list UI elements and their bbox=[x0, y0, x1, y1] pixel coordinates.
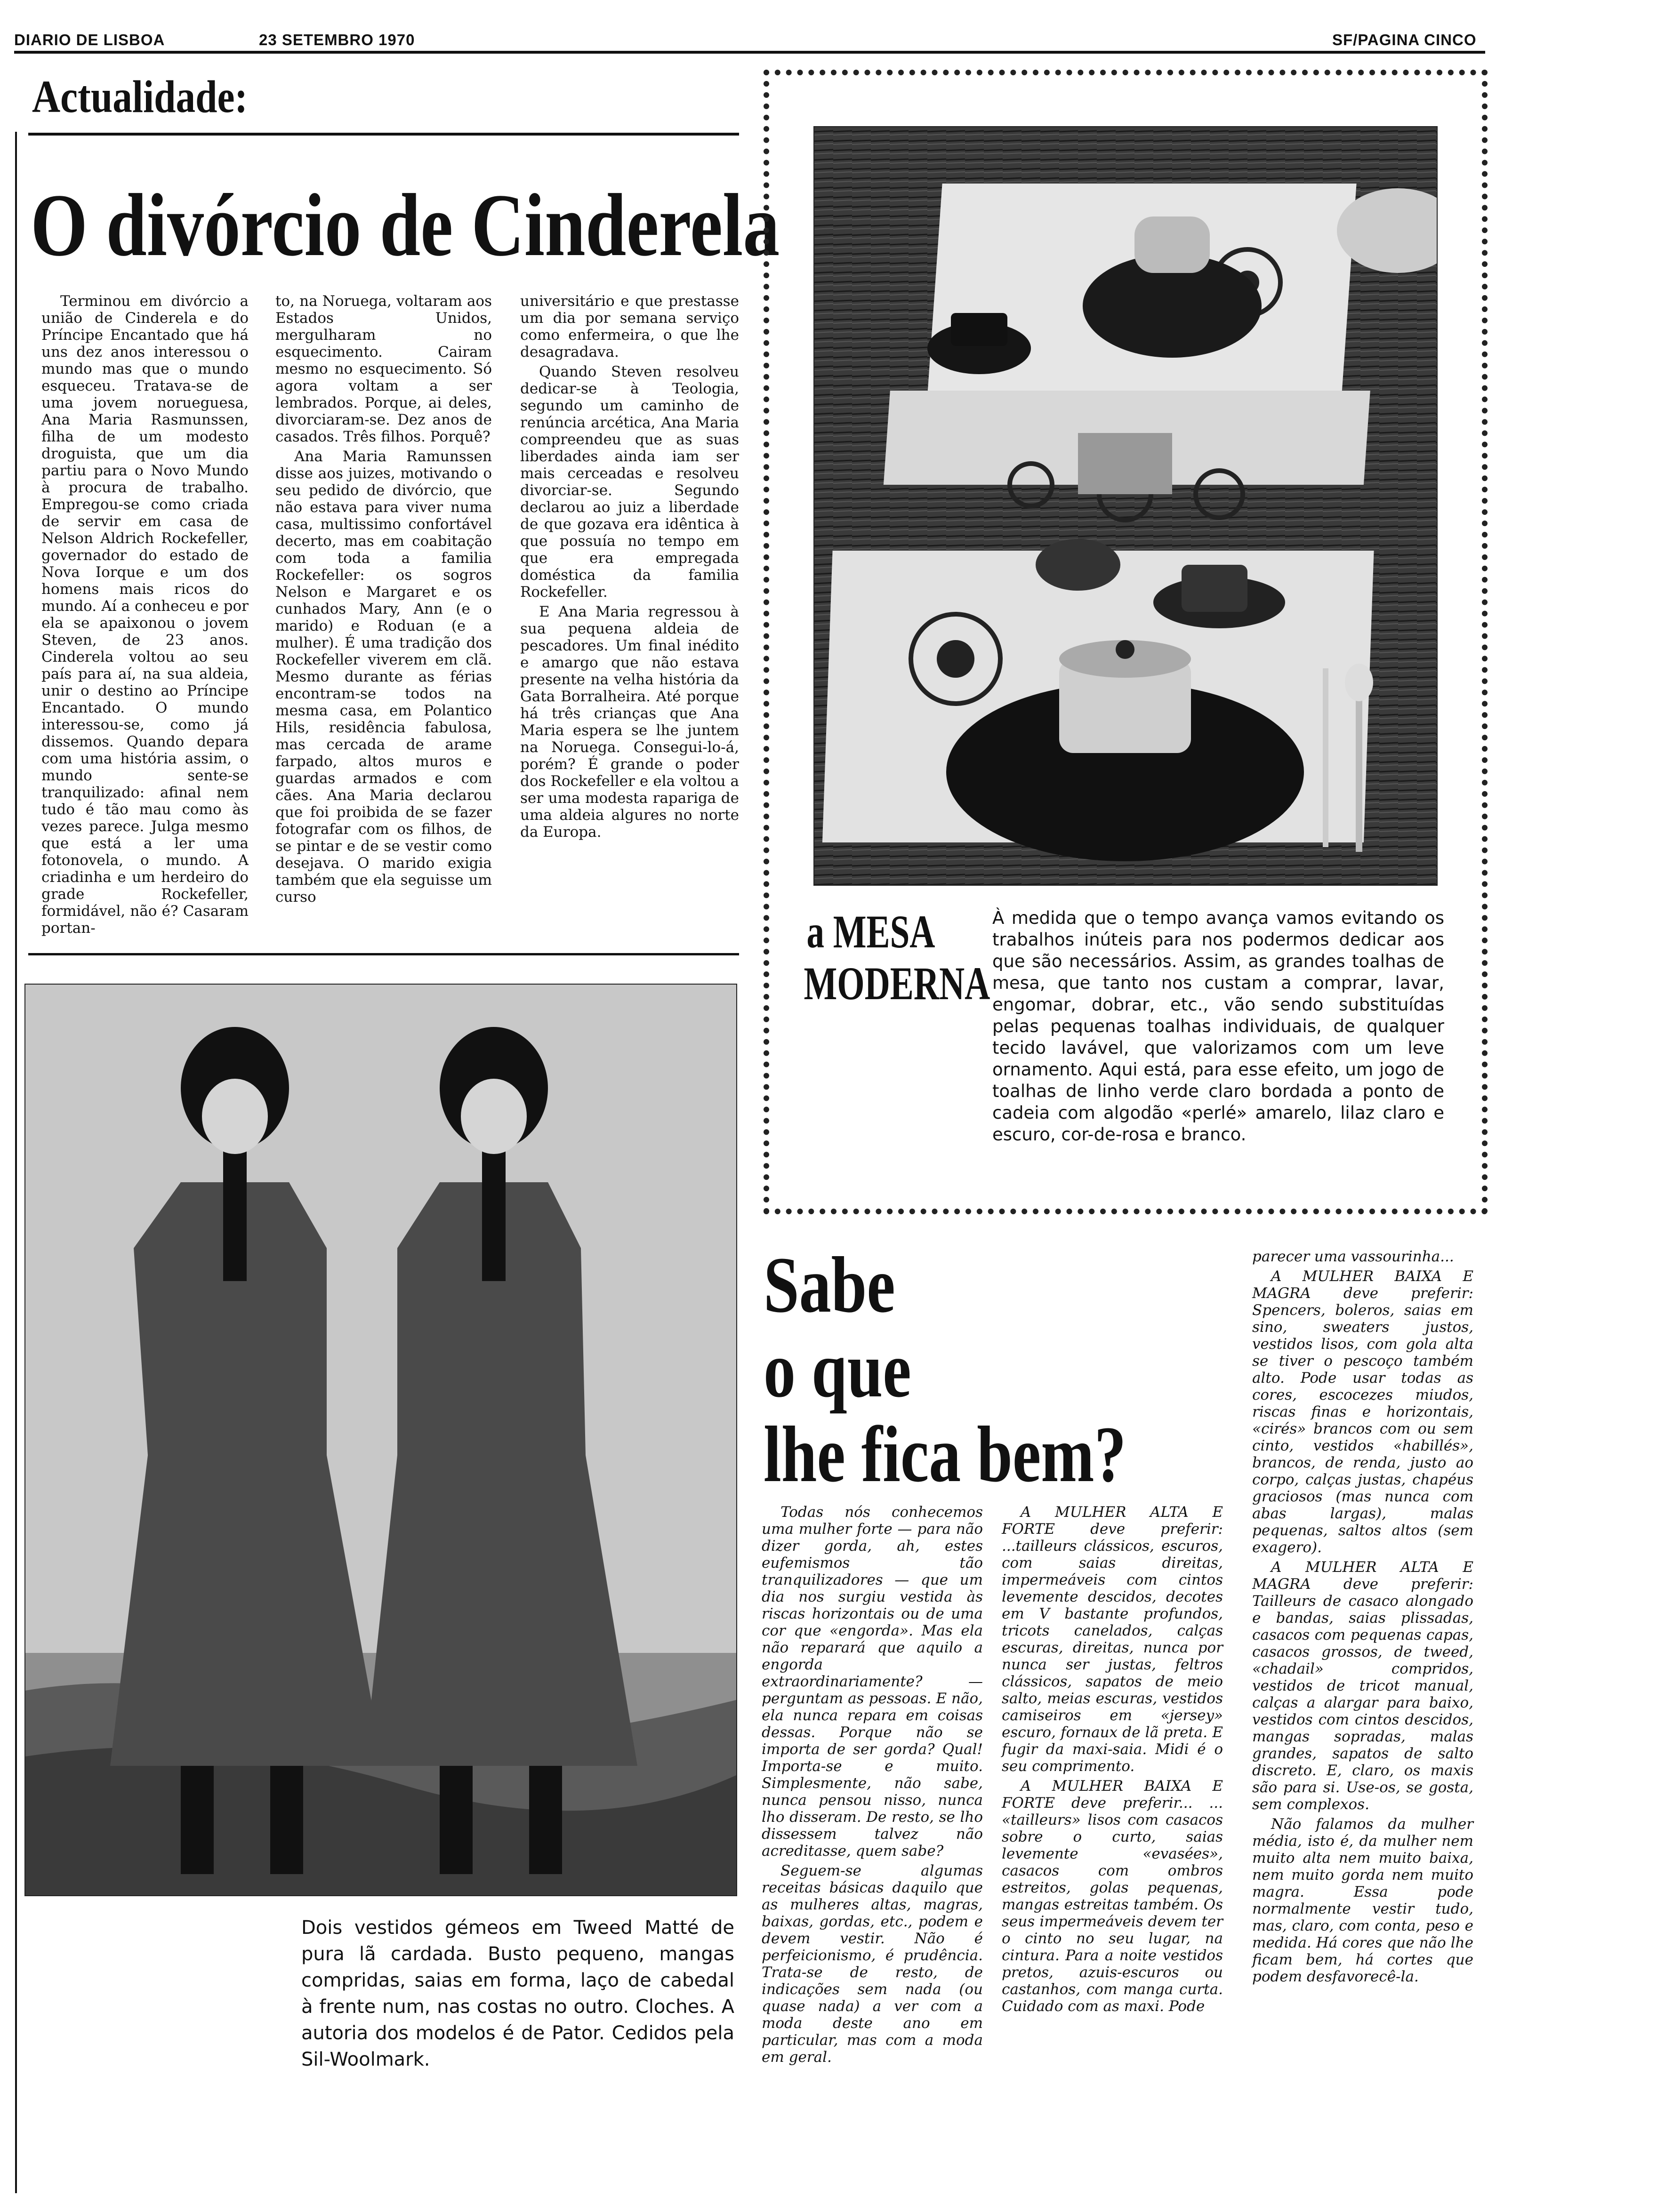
left-column-border bbox=[15, 132, 17, 2193]
article-paragraph: Ana Maria Ramunssen disse aos juizes, motivando o seu pedido de divórcio, que não estava para viver numa casa, multissimo confortável decerto, mas em coabitação com toda a familia Rockefeller: os sogros Nelson e Margaret e os cunhados Mary, Ann (e o marido) e Roduan (e a mulher). É uma tradição dos Rockefeller viverem em clã. Mesmo durante as férias encontram-se todos na mesma casa, em Polantico Hils, residência fabulosa, mas cercada de arame farpado, altos muros e guardas armados e com cães. Ana Maria declarou que foi proibida de se fazer fotografar com os filhos, de se pintar e de se vestir como desejava. O marido exigia também que ela seguisse um curso bbox=[275, 448, 492, 906]
mesa-title-line-2: MODERNA bbox=[804, 957, 990, 1010]
sabe-paragraph: A MULHER BAIXA E MAGRA deve preferir: Spencers, boleros, saias em sino, sweaters justos, vestidos lisos, com gola alta se tiver o pescoço também alto. Pode usar todas as cores, escocezes miudos, riscas finas e horizontais, «cirés» brancos com ou sem cinto, vestidos «habillés», brancos, de renda, justo ao corpo, calças justas, chapéus graciosos (mas nunca com abas largas), malas pequenas, saltos altos (sem exagero). bbox=[1252, 1268, 1473, 1556]
sabe-headline-line-2: o que bbox=[764, 1325, 911, 1414]
twin-dresses-illustration bbox=[25, 985, 736, 1895]
kicker-rule bbox=[28, 133, 739, 136]
mesa-description: À medida que o tempo avança vamos evitando os trabalhos inúteis para nos podermos dedicar aos que são necessários. Assim, as grandes toalhas de mesa, que tanto nos custam a comprar, lavar, engomar, dobrar, etc., vão sendo substituídas pelas pequenas toalhas individuais, de qualquer tecido lavável, que valorizamos com um leve ornamento. Aqui está, para esse efeito, um jogo de toalhas de linho verde claro bordada a ponto de cadeia com algodão «perlé» amarelo, lilaz claro e escuro, cor-de-rosa e branco. bbox=[992, 908, 1444, 1145]
sabe-paragraph: parecer uma vassourinha... bbox=[1252, 1248, 1454, 1265]
masthead-date: 23 SETEMBRO 1970 bbox=[259, 31, 415, 48]
article-column-3 bbox=[520, 293, 739, 843]
article-paragraph: to, na Noruega, voltaram aos Estados Unidos, mergulharam no esquecimento. Cairam mesmo no esquecimento. Só agora voltam a ser lembrados. Porque, ai deles, divorciaram-se. Dez anos de casados. Três filhos. Porquê? bbox=[275, 293, 492, 445]
fashion-caption: Dois vestidos gémeos em Tweed Matté de pura lã cardada. Busto pequeno, mangas compridas, saias em forma, laço de cabedal à frente num, nas costas no outro. Cloches. A autoria dos modelos é de Pator. Cedidos pela Sil-Woolmark. bbox=[301, 1917, 734, 2070]
sabe-headline-line-3: lhe fica bem? bbox=[764, 1410, 1126, 1499]
twin-dresses-photo bbox=[24, 984, 737, 1896]
sabe-paragraph: Seguem-se algumas receitas básicas daquilo que as mulheres altas, magras, baixas, gordas, etc., podem e devem vestir. Não é perfeicionismo, é prudência. Trata-se de resto, de indicações sem nada (ou quase nada) a ver com a moda deste ano em particular, mas com a moda em geral. bbox=[762, 1862, 983, 2066]
table-setting-illustration bbox=[814, 127, 1437, 885]
sabe-paragraph: Não falamos da mulher média, isto é, da mulher nem muito alta nem muito baixa, nem muito gorda nem muito magra. Essa pode normalmente vestir tudo, mas, claro, com conta, peso e medida. Há cores que não lhe ficam bem, há cortes que podem desfavorecê-la. bbox=[1252, 1816, 1473, 1985]
sabe-paragraph: A MULHER BAIXA E FORTE deve preferir... ... «tailleurs» lisos com casacos sobre o curto, saias levemente «evasées», casacos com ombros estreitos, golas pequenas, mangas estreitas também. Os seus impermeáveis devem ter o cinto no seu lugar, na cintura. Para a noite vestidos pretos, azuis-escuros ou castanhos, com manga curta. Cuidado com as maxi. Pode bbox=[1002, 1778, 1223, 2015]
article-paragraph: Quando Steven resolveu dedicar-se à Teologia, segundo um caminho de renúncia arcética, Ana Maria compreendeu que as suas liberdades ainda iam ser mais cerceadas e resolveu divorciar-se. Segundo declarou ao juiz a liberdade de que gozava era idêntica à que possuía no tempo em que era empregada doméstica da familia Rockefeller. bbox=[520, 363, 739, 601]
sabe-column-3 bbox=[1252, 1248, 1473, 1988]
masthead-paper-name: DIARIO DE LISBOA bbox=[14, 31, 165, 48]
article-column-2 bbox=[275, 293, 492, 908]
table-setting-photo bbox=[813, 126, 1438, 886]
article-kicker: Actualidade: bbox=[32, 72, 248, 122]
sabe-paragraph: A MULHER ALTA E FORTE deve preferir: ...tailleurs clássicos, escuros, com saias direitas, impermeáveis com cintos levemente descidos, decotes em V bastante profundos, tricots canelados, calças escuras, direitas, nunca por nunca ser justas, feltros clássicos, sapatos de meio salto, meias escuras, vestidos camiseiros em «jersey» escuro, fornaux de lã preta. E fugir da maxi-saia. Midi é o seu comprimento. bbox=[1002, 1504, 1223, 1775]
masthead-page: SF/PAGINA CINCO bbox=[1332, 31, 1477, 48]
article-paragraph: E Ana Maria regressou à sua pequena aldeia de pescadores. Um final inédito e amargo que não estava presente na velha história da Gata Borralheira. Até porque há três crianças que Ana Maria espera se lhe juntem na Noruega. Consegui-lo-á, porém? É grande o poder dos Rockefeller e ela voltou a ser uma modesta rapariga de uma aldeia algures no norte da Europa. bbox=[520, 603, 739, 841]
article-headline: O divórcio de Cinderela bbox=[31, 176, 780, 275]
sabe-column-1 bbox=[762, 1504, 983, 2068]
sabe-column-2 bbox=[1002, 1504, 1223, 2018]
article-bottom-rule bbox=[28, 953, 739, 955]
article-paragraph: universitário e que prestasse um dia por semana serviço como enfermeira, o que lhe desagradava. bbox=[520, 293, 739, 361]
sabe-paragraph: Todas nós conhecemos uma mulher forte — para não dizer gorda, ah, estes eufemismos tão tranquilizadores — que um dia nos surgiu vestida às riscas horizontais ou de uma cor que «engorda». Mas ela não reparará que aquilo a engorda extraordinariamente? — perguntam as pessoas. E não, ela nunca repara em coisas dessas. Porque não se importa de ser gorda? Qual! Importa-se e muito. Simplesmente, não sabe, nunca pensou nisso, nunca lho disseram. De resto, se lho dissessem talvez não acreditasse, quem sabe? bbox=[762, 1504, 983, 1859]
masthead-rule bbox=[14, 51, 1485, 54]
mesa-title bbox=[804, 906, 990, 1010]
sabe-headline-line-1: Sabe bbox=[764, 1241, 895, 1329]
article-paragraph: Terminou em divórcio a união de Cinderela e do Príncipe Encantado que há uns dez anos interessou o mundo mas que o mundo esqueceu. Tratava-se de uma jovem norueguesa, Ana Maria Rasmunssen, filha de um modesto droguista, que um dia partiu para o Novo Mundo à procura de trabalho. Empregou-se como criada de servir em casa de Nelson Aldrich Rockefeller, governador do estado de Nova Iorque e um dos homens mais ricos do mundo. Aí a conheceu e por ela se apaixonou o jovem Steven, de 23 anos. Cinderela voltou ao seu país para aí, na sua aldeia, unir o destino ao Príncipe Encantado. O mundo interessou-se, como já dissemos. Quando depara com uma história assim, o mundo sente-se tranquilizado: afinal nem tudo é tão mau como às vezes parece. Julga mesmo que está a ler uma fotonovela, o mundo. A criadinha e um herdeiro do grade Rockefeller, formidável, não é? Casaram portan- bbox=[41, 293, 249, 937]
sabe-paragraph: A MULHER ALTA E MAGRA deve preferir: Tailleurs de casaco alongado e bandas, saias plissadas, casacos com pequenas capas, casacos grossos, de tweed, «chadail» compridos, vestidos de tricot manual, calças a alargar para baixo, vestidos com cintos descidos, mangas sopradas, malas grandes, sapatos de salto discreto. E, claro, os maxis são para si. Use-os, se gosta, sem complexos. bbox=[1252, 1559, 1473, 1813]
mesa-title-line-1: a MESA bbox=[806, 906, 935, 958]
article-column-1 bbox=[41, 293, 249, 939]
